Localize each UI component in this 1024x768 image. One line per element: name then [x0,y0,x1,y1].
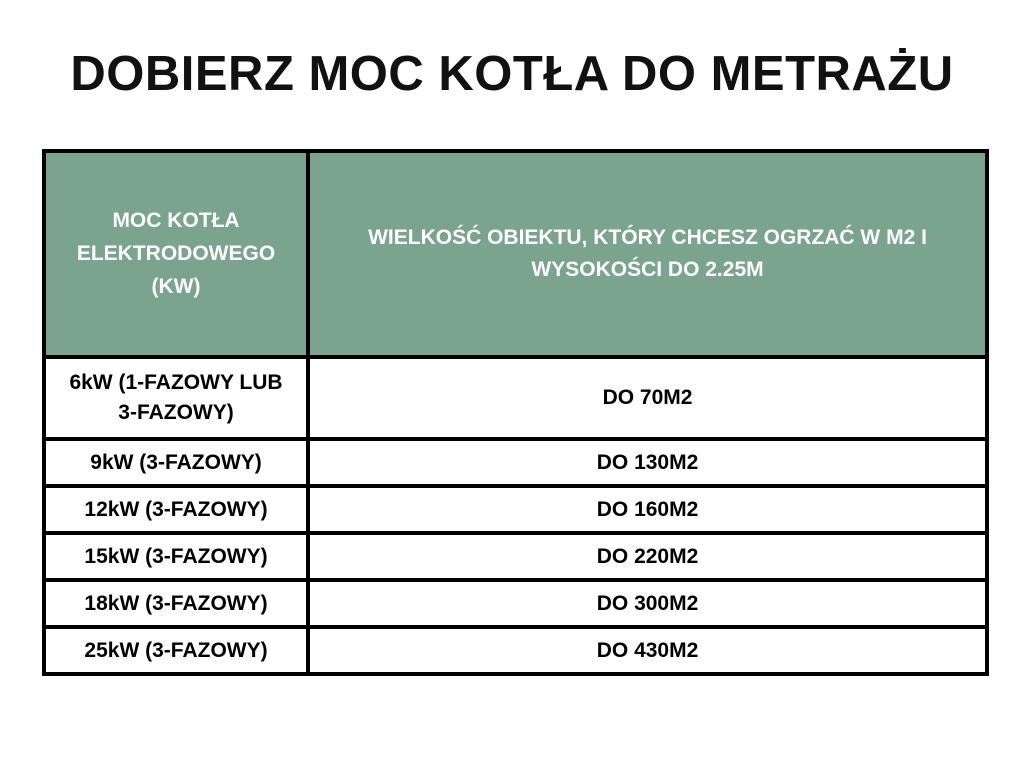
header-row [44,151,987,357]
boiler-power-table [42,149,989,676]
power-cell: 12kW (3-FAZOWY) [44,486,308,533]
table-row [44,580,987,627]
table-row [44,627,987,674]
header-cell-object-size: WIELKOŚĆ OBIEKTU, KTÓRY CHCESZ OGRZAĆ W M2 I WYSOKOŚCI DO 2.25M [308,151,987,357]
area-cell: DO 130M2 [308,439,987,486]
area-cell: DO 220M2 [308,533,987,580]
table-body [44,357,987,674]
power-cell: 6kW (1-FAZOWY LUB 3-FAZOWY) [44,357,308,439]
power-cell: 15kW (3-FAZOWY) [44,533,308,580]
table-row [44,439,987,486]
area-cell: DO 70M2 [308,357,987,439]
table-row [44,533,987,580]
area-cell: DO 430M2 [308,627,987,674]
page-title: DOBIERZ MOC KOTŁA DO METRAŻU [70,47,954,101]
power-cell: 18kW (3-FAZOWY) [44,580,308,627]
power-cell: 9kW (3-FAZOWY) [44,439,308,486]
power-cell: 25kW (3-FAZOWY) [44,627,308,674]
area-cell: DO 300M2 [308,580,987,627]
header-cell-boiler-power: MOC KOTŁA ELEKTRODOWEGO (KW) [44,151,308,357]
table-row [44,357,987,439]
table-row [44,486,987,533]
area-cell: DO 160M2 [308,486,987,533]
table-header [44,151,987,357]
